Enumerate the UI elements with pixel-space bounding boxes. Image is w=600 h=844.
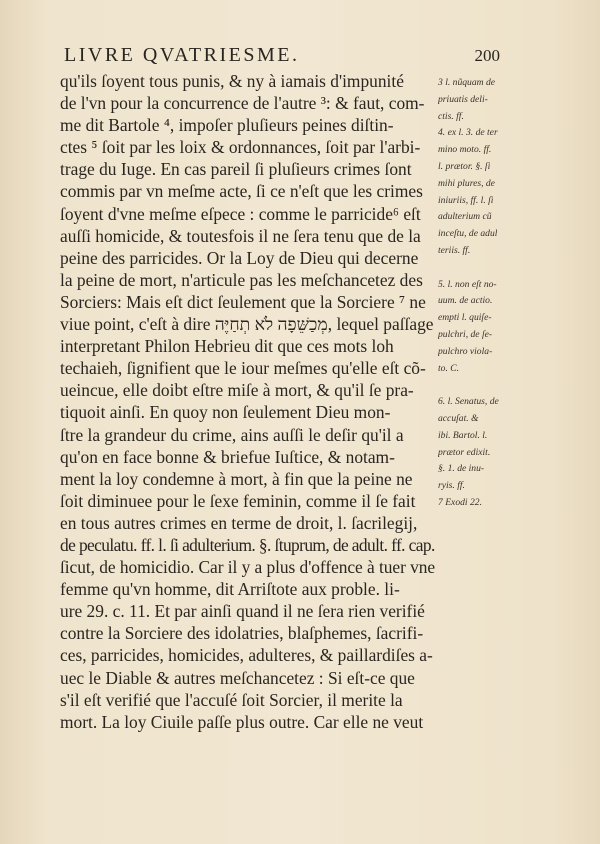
margin-note-line: 7 Exodi 22. [438,498,482,508]
text-line: trage du Iuge. En cas pareil ſi pluſieurs crimes ſont [60,159,412,180]
text-line: ſicut, de homicidio. Car il y a plus d'offence à tuer vne [60,557,435,578]
text-line: ure 29. c. 11. Et par ainſi quand il ne ſera rien verifié [60,601,425,622]
text-line: auſſi homicide, & toutesfois il ne ſera tenu que de la [60,225,421,246]
margin-note-line: to. C. [438,363,460,374]
margin-note-line: ryis. ff. [438,481,465,492]
text-line: qu'on en face bonne & briefue Iuſtice, & notam- [60,446,395,467]
margin-note-line: priuatis deli- [438,94,488,105]
margin-note-line: adulterium cũ [438,212,492,223]
text-line: tiquoit ainſi. En quoy non ſeulement Dieu mon- [60,402,391,423]
margin-note-line: 4. ex l. 3. de ter [438,128,498,139]
text-line: Sorciers: Mais eſt dict ſeulement que la Sorciere ⁷ ne [60,291,426,312]
folio-number: 200 [474,46,500,65]
margin-note-line: inceſtu, de adul [438,229,498,240]
main-text-block [60,70,435,733]
text-line: ctes ⁵ ſoit par les loix & ordonnances, ſoit par l'arbi- [60,137,421,158]
margin-note-line: ibi. Bartol. l. [438,430,488,441]
margin-note-line: 3 l. nũquam de [438,78,496,88]
text-line: viue point, c'eſt à dire מְכַשֵּׁפָה לֹא תְחַיֶּה, lequel paſſage [60,314,434,335]
margin-note-line: accuſat. & [438,414,479,424]
text-line: de peculatu. ff. l. ſi adulterium. §. ſtuprum, de adult. ff. cap. [60,534,435,555]
text-line: ueincue, elle doibt eſtre miſe à mort, & qu'il ſe pra- [60,380,414,401]
page-header [60,40,500,70]
text-line: en tous autres crimes en terme de droit, l. ſacrilegij, [60,512,418,533]
text-line: la peine de mort, n'articule pas les meſchancetez des [60,269,423,290]
text-line: mort. La loy Ciuile paſſe plus outre. Car elle ne veut [60,711,424,732]
text-line: interpretant Philon Hebrieu dit que ces mots loh [60,336,394,357]
margin-note-line: l. prætor. §. ſi [438,162,491,172]
margin-note-line: §. 1. de inu- [438,464,485,475]
text-line: uec le Diable & autres meſchancetez : Si eſt-ce que [60,667,415,688]
text-line: techaieh, ſignifient que le iour meſmes qu'elle eſt cõ- [60,358,426,379]
margin-note-line: 5. l. non eſt no- [438,279,497,290]
text-line: de l'vn pour la concurrence de l'autre ³: & faut, com- [60,93,425,114]
margin-note-line: iniuriis, ff. l. ſi [438,195,494,206]
text-line: contre la Sorciere des idolatries, blaſphemes, ſacrifi- [60,623,424,644]
margin-note-line: ctis. ff. [438,111,464,122]
text-line: peine des parricides. Or la Loy de Dieu qui decerne [60,247,419,268]
margin-note-line: prætor edixit. [438,447,491,458]
margin-note-line: mino moto. ff. [438,145,492,156]
text-line: ment la loy condemne à mort, à fin que la peine ne [60,468,413,489]
margin-note-line: empti l. quiſe- [438,313,492,324]
text-line: commis par vn meſme acte, ſi ce n'eſt que les crimes [60,181,423,202]
margin-note-line: uum. de actio. [438,296,493,307]
margin-note-line: mihi plures, de [438,178,495,189]
text-line: ſoit diminuee pour le ſexe feminin, comme il ſe fait [60,490,416,511]
text-line: ces, parricides, homicides, adulteres, & paillardiſes a- [60,645,433,666]
running-head: LIVRE QVATRIESME. [64,44,300,66]
text-line: ſoyent d'vne meſme eſpece : comme le parricide⁶ eſt [60,203,421,224]
text-line: ſtre la grandeur du crime, ains auſſi le deſir qu'il a [60,424,404,445]
margin-note-line: 6. l. Senatus, de [438,397,499,408]
margin-note-line: pulchri, de ſe- [438,330,493,340]
text-line: femme qu'vn homme, dit Arriſtote aux proble. li- [60,579,400,600]
text-line: qu'ils ſoyent tous punis, & ny à iamais d'impunité [60,71,404,91]
text-line: s'il eſt verifié que l'accuſé ſoit Sorcier, il merite la [60,689,403,710]
margin-note-line: pulchro viola- [438,346,493,357]
text-line: me dit Bartole ⁴, impoſer pluſieurs peines diſtin- [60,115,394,136]
margin-note-line: teriis. ff. [438,246,471,256]
